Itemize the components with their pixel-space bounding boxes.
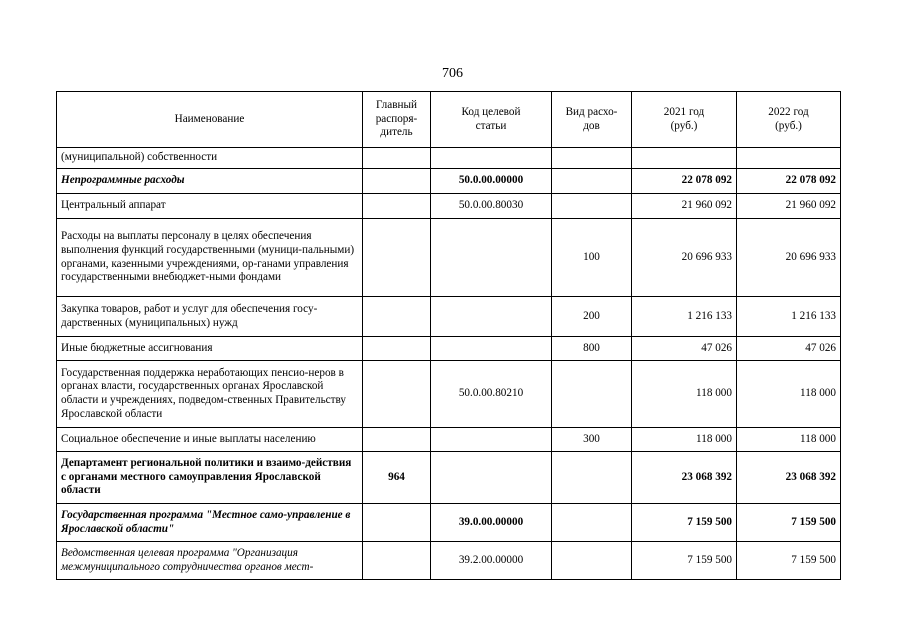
table-row xyxy=(57,542,841,580)
header-year-2022: 2022 год (руб.) xyxy=(737,92,841,148)
row-2022: 23 068 392 xyxy=(737,452,841,504)
table-row xyxy=(57,169,841,194)
row-org xyxy=(363,504,431,542)
budget-table xyxy=(56,91,841,580)
row-type xyxy=(552,361,632,428)
row-code: 50.0.00.00000 xyxy=(431,169,552,194)
row-2022: 20 696 933 xyxy=(737,219,841,297)
row-name: Государственная поддержка неработающих пенсио-неров в органах власти, государственных органах Ярославской области и учреждениях, подведом-ственных Правительству Ярославской области xyxy=(57,361,363,428)
row-2021: 23 068 392 xyxy=(632,452,737,504)
row-name: Департамент региональной политики и взаимо-действия с органами местного самоуправления Ярославской области xyxy=(57,452,363,504)
row-org xyxy=(363,194,431,219)
row-org xyxy=(363,361,431,428)
row-org xyxy=(363,337,431,361)
row-2022: 22 078 092 xyxy=(737,169,841,194)
row-code: 39.2.00.00000 xyxy=(431,542,552,580)
row-2021: 118 000 xyxy=(632,428,737,452)
row-2022 xyxy=(737,148,841,169)
row-type: 800 xyxy=(552,337,632,361)
table-row xyxy=(57,504,841,542)
row-type xyxy=(552,169,632,194)
table-row xyxy=(57,219,841,297)
row-org: 964 xyxy=(363,452,431,504)
header-expense-type: Вид расхо- дов xyxy=(552,92,632,148)
table-row xyxy=(57,297,841,337)
table-row xyxy=(57,194,841,219)
row-2022: 7 159 500 xyxy=(737,542,841,580)
table-row xyxy=(57,452,841,504)
table-row xyxy=(57,428,841,452)
row-2021: 47 026 xyxy=(632,337,737,361)
row-2021: 7 159 500 xyxy=(632,504,737,542)
row-code xyxy=(431,337,552,361)
row-name: Закупка товаров, работ и услуг для обеспечения госу-дарственных (муниципальных) нужд xyxy=(57,297,363,337)
header-main-manager: Главный распоря- дитель xyxy=(363,92,431,148)
row-org xyxy=(363,542,431,580)
row-org xyxy=(363,219,431,297)
row-2022: 21 960 092 xyxy=(737,194,841,219)
table-header-row xyxy=(57,92,841,148)
row-2021: 22 078 092 xyxy=(632,169,737,194)
row-org xyxy=(363,148,431,169)
row-org xyxy=(363,428,431,452)
row-code xyxy=(431,148,552,169)
row-org xyxy=(363,169,431,194)
row-name: Центральный аппарат xyxy=(57,194,363,219)
row-2022: 7 159 500 xyxy=(737,504,841,542)
row-type xyxy=(552,504,632,542)
row-type: 300 xyxy=(552,428,632,452)
table-row xyxy=(57,148,841,169)
row-type xyxy=(552,452,632,504)
row-code: 39.0.00.00000 xyxy=(431,504,552,542)
row-2022: 118 000 xyxy=(737,428,841,452)
row-name: Социальное обеспечение и иные выплаты населению xyxy=(57,428,363,452)
row-code: 50.0.00.80030 xyxy=(431,194,552,219)
row-code xyxy=(431,219,552,297)
row-code: 50.0.00.80210 xyxy=(431,361,552,428)
row-type xyxy=(552,194,632,219)
row-code xyxy=(431,452,552,504)
header-target-code: Код целевой статьи xyxy=(431,92,552,148)
row-2021: 21 960 092 xyxy=(632,194,737,219)
row-name: Государственная программа "Местное само-управление в Ярославской области" xyxy=(57,504,363,542)
row-2021: 118 000 xyxy=(632,361,737,428)
row-type xyxy=(552,542,632,580)
row-type: 100 xyxy=(552,219,632,297)
row-2022: 118 000 xyxy=(737,361,841,428)
header-name: Наименование xyxy=(57,92,363,148)
row-2021 xyxy=(632,148,737,169)
row-2021: 1 216 133 xyxy=(632,297,737,337)
row-name: Ведомственная целевая программа "Организация межмуниципального сотрудничества органов мест- xyxy=(57,542,363,580)
row-type: 200 xyxy=(552,297,632,337)
row-name: (муниципальной) собственности xyxy=(57,148,363,169)
row-name: Непрограммные расходы xyxy=(57,169,363,194)
table-row xyxy=(57,361,841,428)
row-2022: 47 026 xyxy=(737,337,841,361)
row-name: Иные бюджетные ассигнования xyxy=(57,337,363,361)
row-name: Расходы на выплаты персоналу в целях обеспечения выполнения функций государственными (муници-пальными) органами, казенными учреждениями, ор-ганами управления государственными внебюджет-ными фондами xyxy=(57,219,363,297)
row-type xyxy=(552,148,632,169)
table-row xyxy=(57,337,841,361)
row-2022: 1 216 133 xyxy=(737,297,841,337)
row-code xyxy=(431,428,552,452)
header-year-2021: 2021 год (руб.) xyxy=(632,92,737,148)
row-2021: 7 159 500 xyxy=(632,542,737,580)
page-number: 706 xyxy=(442,66,463,81)
row-org xyxy=(363,297,431,337)
row-code xyxy=(431,297,552,337)
row-2021: 20 696 933 xyxy=(632,219,737,297)
